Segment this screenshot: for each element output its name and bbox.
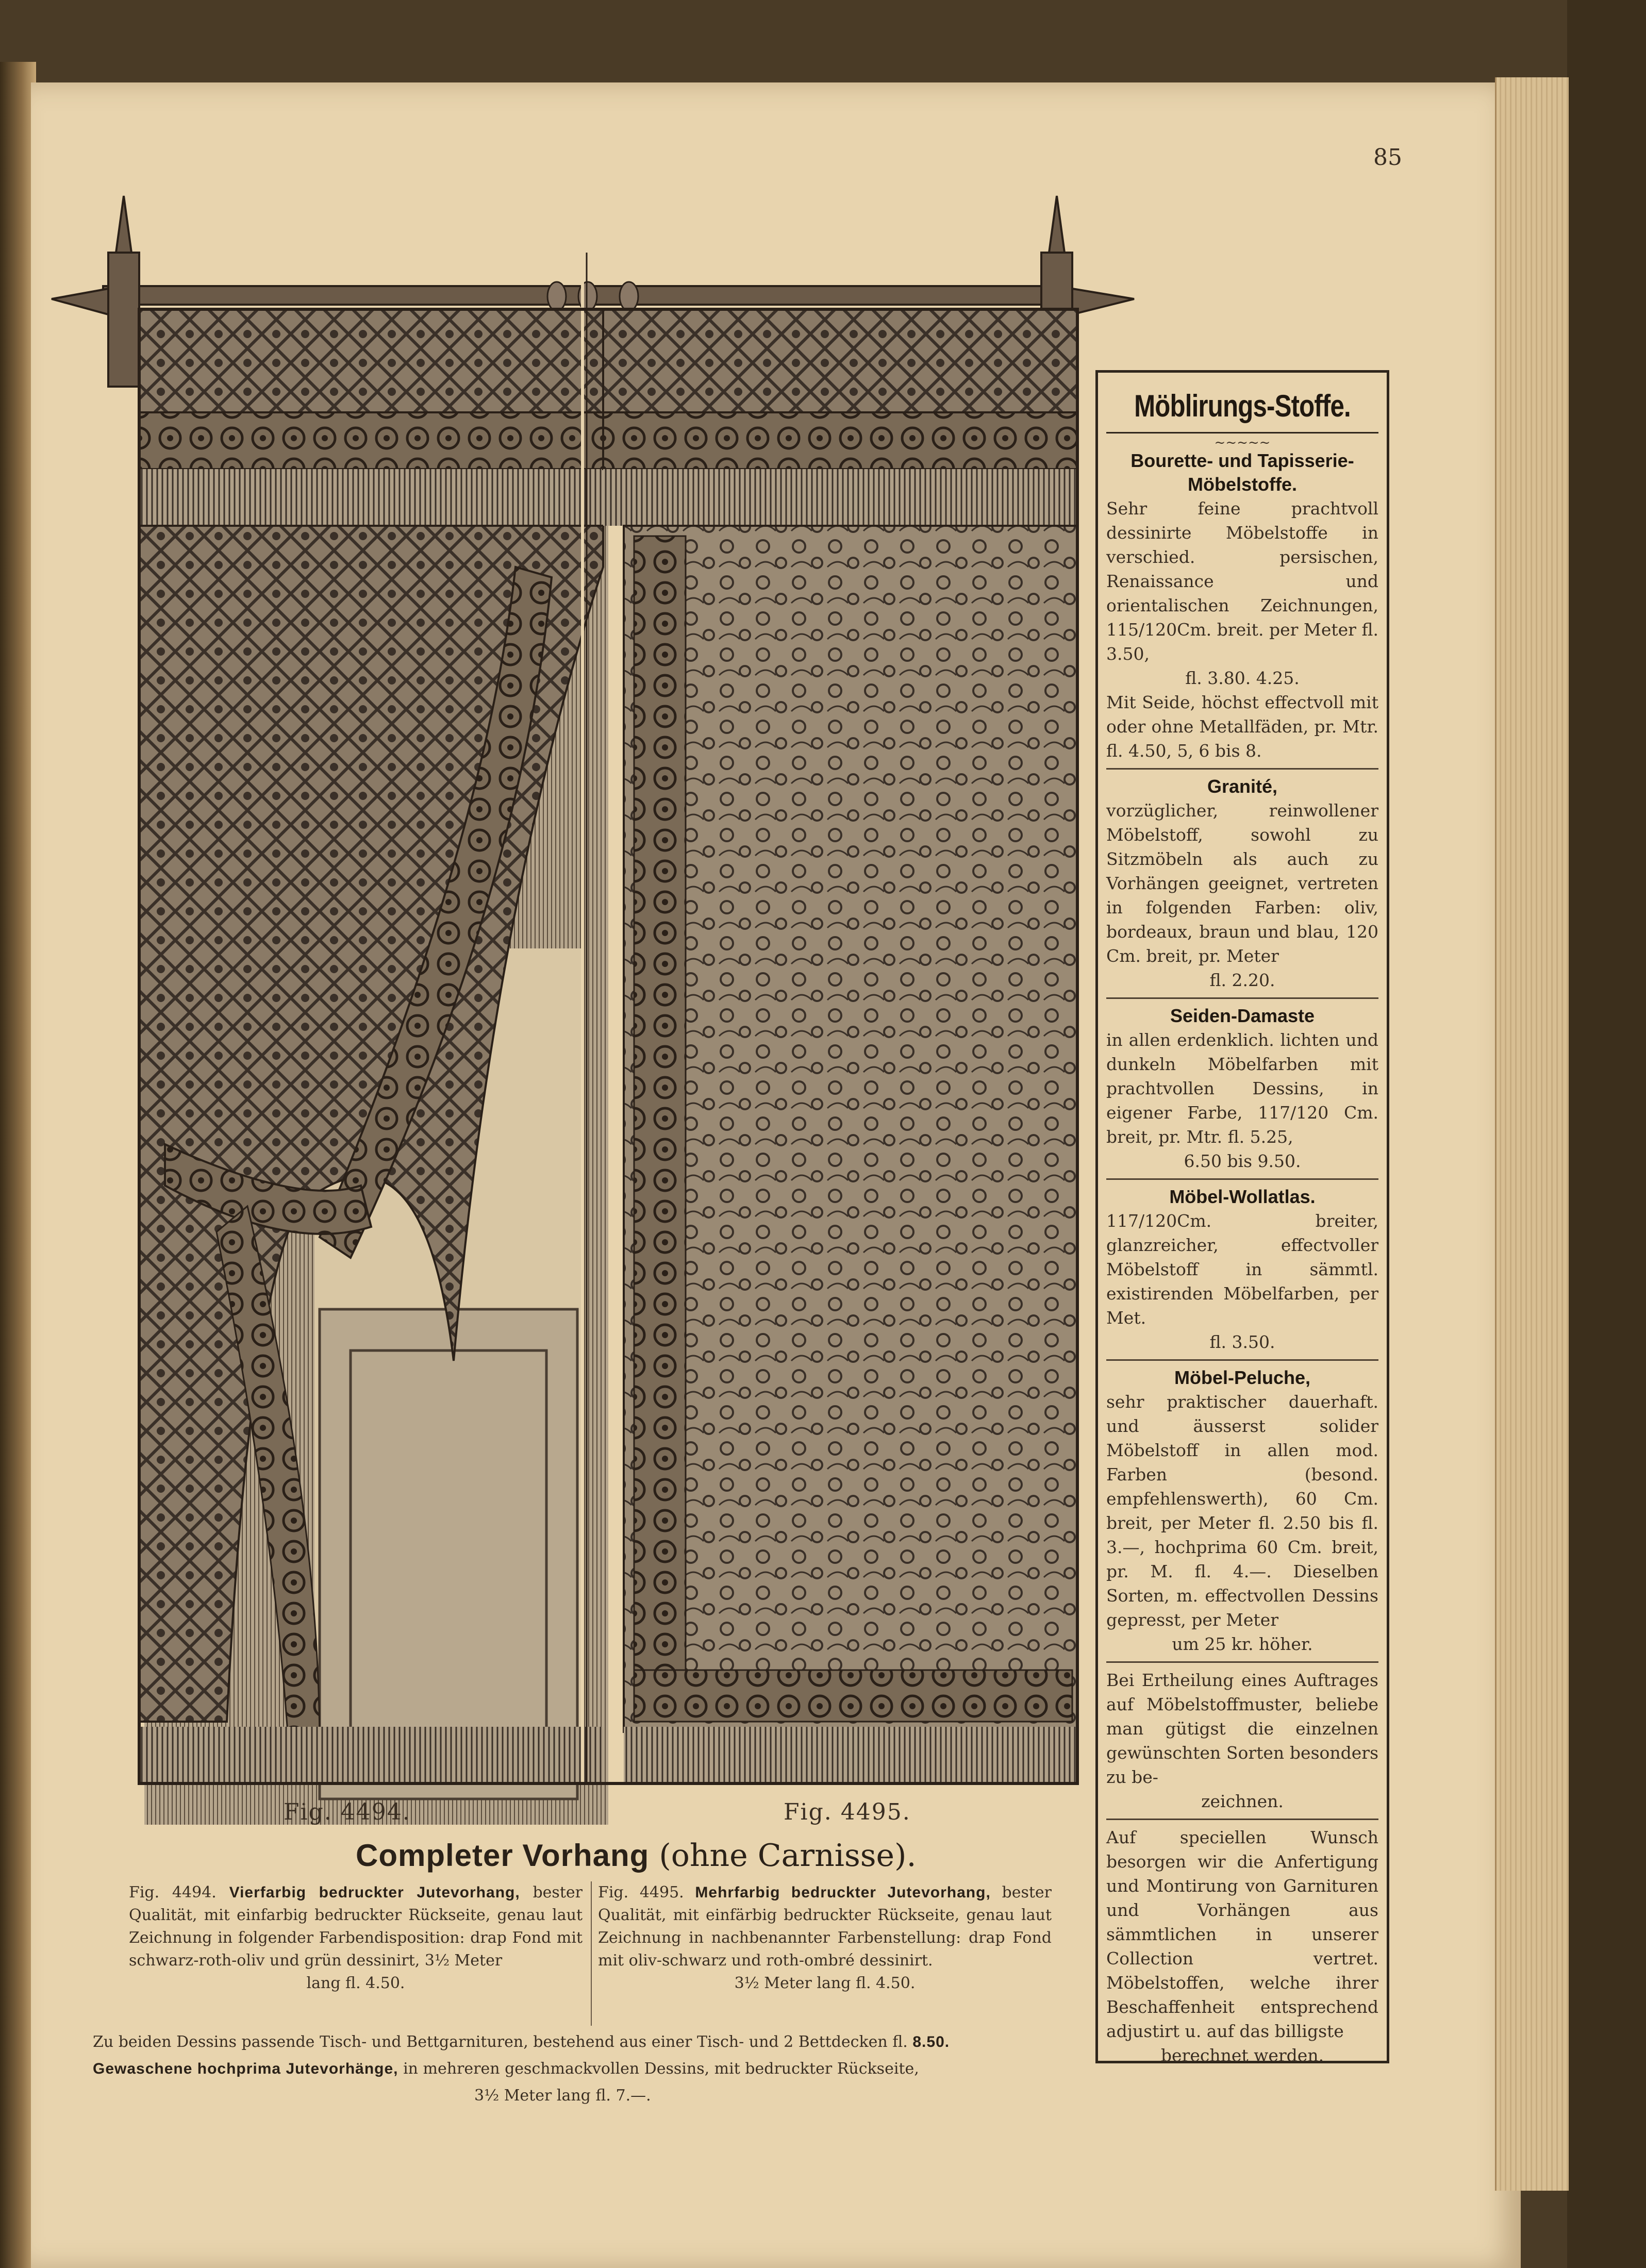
section-text-peluche xyxy=(1106,1390,1378,1656)
description-divider xyxy=(591,1881,592,2026)
sidebar-title-rule xyxy=(1106,432,1378,433)
page-stack-edges xyxy=(1495,77,1569,2191)
section-text-peluche-price: um 25 kr. höher. xyxy=(1172,1634,1313,1654)
description-left xyxy=(129,1881,583,1995)
sidebar-note-samples-body: Bei Ertheilung eines Auftrages auf Möbelstoffmuster, beliebe man gütigst die einzelnen gewünschten Sorten besonders zu be- xyxy=(1106,1670,1378,1787)
sidebar-note-service-body: Auf speciellen Wunsch besorgen wir die Anfertigung und Montirung von Garnituren und Vorhängen aus sämmtlichen in unserer Collection vertret. Möbelstoffen, welche ihrer Beschaffenheit entsprechend adjustirt u. auf das billigste xyxy=(1106,1827,1378,2041)
page-number: 85 xyxy=(1373,144,1402,171)
footer-line-2-bold: Gewaschene hochprima Jutevorhänge, xyxy=(93,2060,398,2077)
sidebar-note-service xyxy=(1106,1825,1378,2067)
description-right-bold: Mehrfarbig bedruckter Jutevorhang, xyxy=(695,1884,991,1901)
sidebar-ornament: ~~~~~ xyxy=(1214,435,1271,451)
background-right xyxy=(1567,0,1646,2268)
sidebar-divider xyxy=(1106,1819,1378,1820)
section-text-wollatlas-body: 117/120Cm. breiter, glanzreicher, effectvoller Möbelstoff in sämmtl. existirenden Möbelfarben, per Met. xyxy=(1106,1211,1378,1328)
figure-label-left: Fig. 4494. xyxy=(284,1799,411,1825)
section-text-damaste-price: 6.50 bis 9.50. xyxy=(1184,1151,1301,1171)
section-text-granite-price: fl. 2.20. xyxy=(1209,970,1275,990)
description-left-prefix: Fig. 4494. xyxy=(129,1883,217,1902)
section-head-granite: Granité, xyxy=(1207,776,1278,797)
sidebar-note-samples-end: zeichnen. xyxy=(1201,1791,1284,1811)
figure-label-right: Fig. 4495. xyxy=(784,1799,911,1825)
section-head-peluche: Möbel-Peluche, xyxy=(1174,1367,1311,1388)
description-right-price: 3½ Meter lang fl. 4.50. xyxy=(734,1974,916,1992)
section-text-damaste-body: in allen erdenklich. lichten und dunkeln Möbelfarben mit prachtvollen Dessins, in eigener Farbe, 117/120 Cm. breit, pr. Mtr. fl. 5.25, xyxy=(1106,1030,1378,1147)
section-head-damaste: Seiden-Damaste xyxy=(1170,1005,1315,1026)
sidebar-note-service-end: berechnet werden. xyxy=(1160,2045,1324,2065)
description-right-prefix: Fig. 4495. xyxy=(598,1883,684,1902)
sidebar-box xyxy=(1095,370,1389,2063)
description-left-bold: Vierfarbig bedruckter Jutevorhang, xyxy=(229,1884,520,1901)
sidebar-divider xyxy=(1106,1178,1378,1180)
main-title-bold: Completer Vorhang xyxy=(356,1838,650,1873)
description-left-text: bester Qualität, mit einfarbig bedruckter Rückseite, genau laut Zeichnung in folgender Farbendisposition: drap Fond mit schwarz-roth-oliv und grün dessinirt, 3½ Meter xyxy=(129,1883,583,1970)
sidebar-divider xyxy=(1106,1359,1378,1361)
section-text-bourette-body: Sehr feine prachtvoll dessinirte Möbelstoffe in verschied. persischen, Renaissance und orientalischen Zeichnungen, 115/120Cm. breit. per Meter fl. 3.50, xyxy=(1106,498,1378,664)
section-text-peluche-body: sehr praktischer dauerhaft. und äusserst solider Möbelstoff in allen mod. Farben (besond. empfehlenswerth), 60 Cm. breit, per Meter fl. 2.50 bis fl. 3.—, hochprima 60 Cm. breit, pr. M. fl. 4.—. Dieselben Sorten, m. effectvollen Dessins gepresst, per Meter xyxy=(1106,1392,1378,1630)
section-text-damaste xyxy=(1106,1028,1378,1173)
footer-line-2 xyxy=(93,2058,1083,2080)
section-text-granite-body: vorzüglicher, reinwollener Möbelstoff, sowohl zu Sitzmöbeln als auch zu Vorhängen geeignet, vertreten in folgenden Farben: oliv, bordeaux, braun und blau, 120 Cm. breit, pr. Meter xyxy=(1106,801,1378,966)
sidebar-divider xyxy=(1106,768,1378,770)
sidebar-note-samples xyxy=(1106,1668,1378,1813)
sidebar-divider xyxy=(1106,1661,1378,1663)
section-text-wollatlas xyxy=(1106,1209,1378,1354)
footer-line-1 xyxy=(93,2031,1083,2054)
footer-line-1-text: Zu beiden Dessins passende Tisch- und Bettgarnituren, bestehend aus einer Tisch- und 2 Bettdecken fl. xyxy=(93,2033,908,2051)
footer-line-1-price: 8.50. xyxy=(912,2033,950,2050)
main-title xyxy=(356,1838,923,1874)
main-title-rest: (ohne Carnisse). xyxy=(659,1838,917,1874)
curtain-illustration xyxy=(31,175,1144,1825)
sidebar-title: Möblirungs-Stoffe. xyxy=(1134,389,1351,423)
section-text-bourette-silk: Mit Seide, höchst effectvoll mit oder ohne Metallfäden, pr. Mtr. fl. 4.50, 5, 6 bis 8. xyxy=(1106,692,1378,761)
description-right xyxy=(598,1881,1052,1995)
description-right-text: bester Qualität, mit einfärbig bedruckter Rückseite, genau laut Zeichnung in nachbenannter Farbenstellung: drap Fond mit oliv-schwarz und roth-ombré dessinirt. xyxy=(598,1883,1052,1970)
footer-line-2-text: in mehreren geschmackvollen Dessins, mit bedruckter Rückseite, xyxy=(403,2060,919,2078)
sidebar-divider xyxy=(1106,997,1378,999)
footer-line-3: 3½ Meter lang fl. 7.—. xyxy=(474,2087,651,2105)
section-text-granite xyxy=(1106,798,1378,992)
section-head-wollatlas: Möbel-Wollatlas. xyxy=(1169,1186,1316,1207)
section-text-wollatlas-price: fl. 3.50. xyxy=(1209,1332,1275,1352)
section-text-bourette-price: fl. 3.80. 4.25. xyxy=(1185,668,1300,688)
section-head-bourette: Bourette- und Tapisserie-Möbelstoffe. xyxy=(1130,450,1354,495)
section-text-bourette xyxy=(1106,496,1378,763)
description-left-price: lang fl. 4.50. xyxy=(306,1974,405,1992)
